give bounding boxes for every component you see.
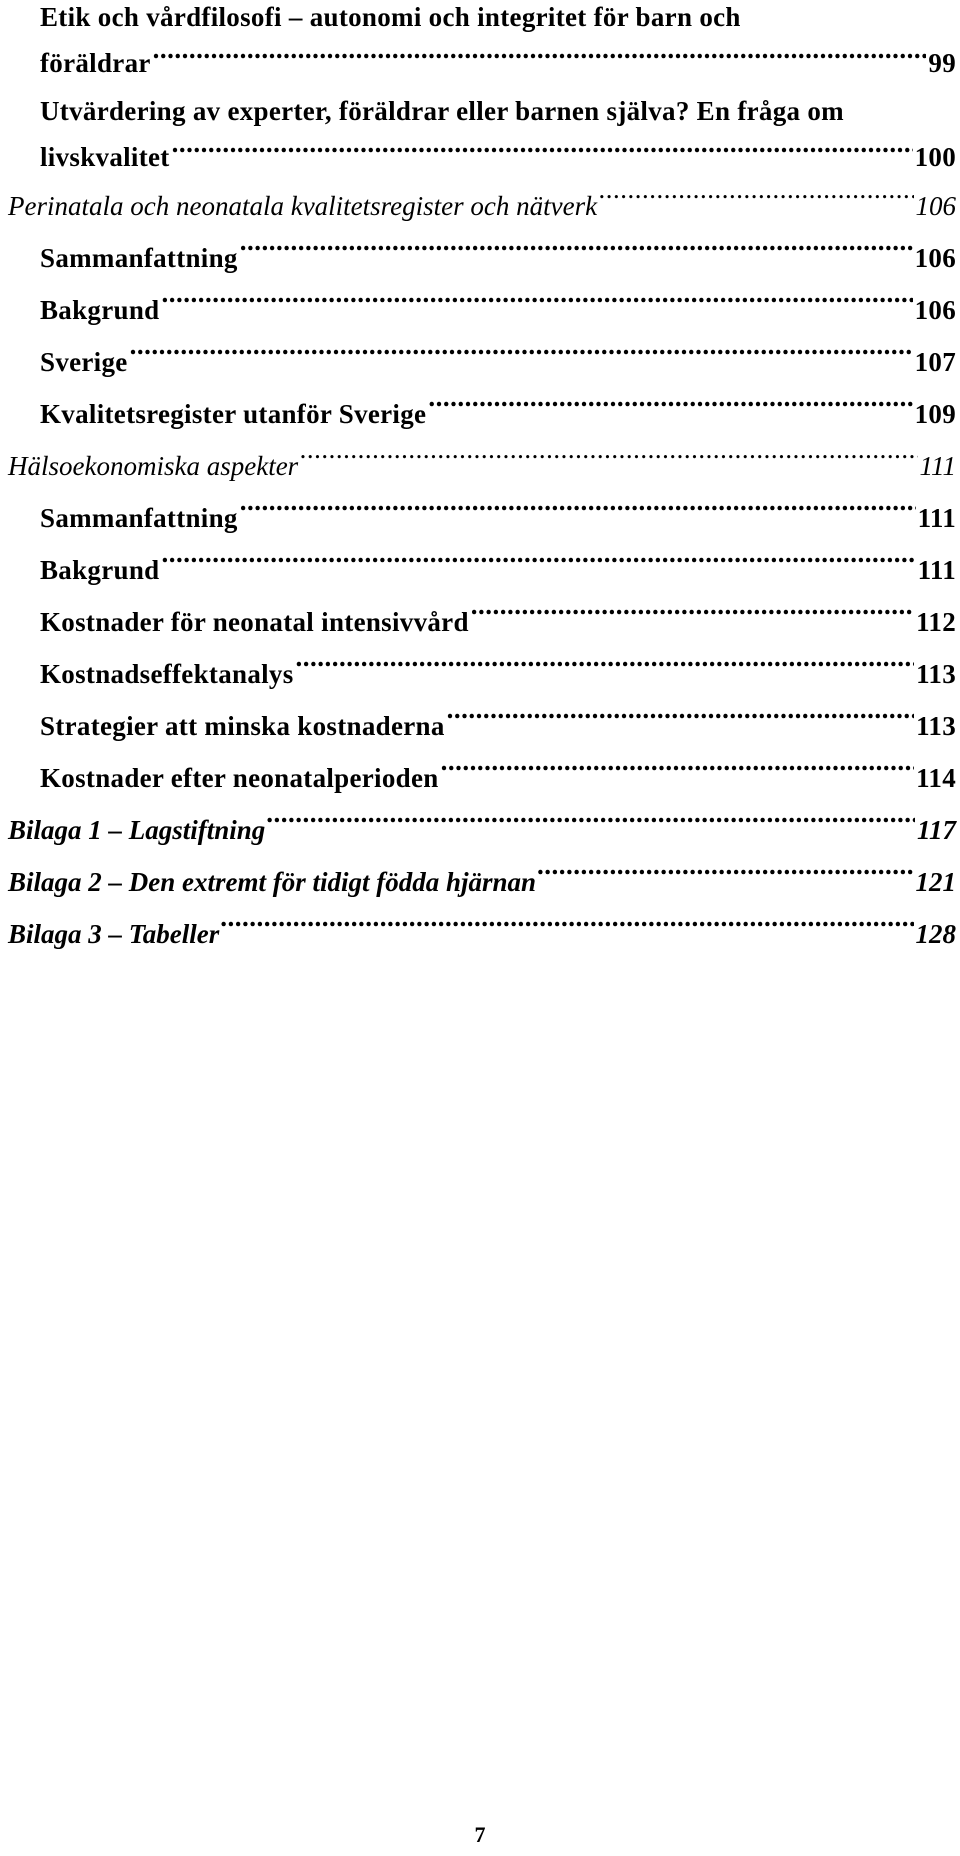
toc-entry-title: Bakgrund [40,295,160,325]
dot-leader [240,500,916,527]
dot-leader [221,916,913,943]
toc-entry-title-cont: föräldrar [40,48,151,78]
toc-entry-title: Bilaga 2 – Den extremt för tidigt födda hjärnan [8,867,537,897]
toc-entry-line [8,180,956,232]
toc-entry-page: 109 [914,399,956,429]
dot-leader [267,812,915,839]
toc-entry-title: Bilaga 1 – Lagstiftning [8,815,266,845]
page-number: 7 [474,1822,486,1847]
toc-entry[interactable] [8,908,956,960]
dot-leader [161,552,915,579]
toc-entry-title: Kvalitetsregister utanför Sverige [40,399,427,429]
toc-entry-line [40,648,956,700]
toc-entry-page: 112 [916,607,956,637]
toc-entry-line [40,40,956,86]
toc-entry-line [40,752,956,804]
toc-entry-page: 106 [914,295,956,325]
dot-leader [538,864,913,891]
toc-entry[interactable] [8,0,956,86]
toc-entry-page: 100 [914,142,956,172]
dot-leader [428,396,912,423]
toc-entry-line [40,388,956,440]
toc-entry-page: 107 [914,347,956,377]
toc-entry-title: Kostnader för neonatal intensivvård [40,607,469,637]
toc-entry[interactable] [8,804,956,856]
toc-entry-line [40,232,956,284]
toc-entry-title: Utvärdering av experter, föräldrar eller barnen själva? En fråga om [40,96,844,126]
toc-entry[interactable] [8,544,956,596]
toc-entry-page: 111 [917,503,956,533]
dot-leader [153,45,927,72]
toc-entry-page: 114 [916,763,956,793]
toc-entry-line [8,908,956,960]
toc-entry[interactable] [8,492,956,544]
toc-entry-title: Kostnadseffektanalys [40,659,294,689]
toc-entry[interactable] [8,648,956,700]
toc-entry-title: Etik och vårdfilosofi – autonomi och integritet för barn och [40,2,741,32]
toc-entry-line [8,856,956,908]
toc-entry-title: Sammanfattning [40,503,238,533]
toc-entry-title: Strategier att minska kostnaderna [40,711,445,741]
toc-entry-title: Hälsoekonomiska aspekter [8,451,299,481]
toc-entry[interactable] [8,752,956,804]
toc-entry[interactable] [8,88,956,180]
toc-entry-title: Sverige [40,347,128,377]
toc-entry-title: Sammanfattning [40,243,238,273]
toc-entry[interactable] [8,336,956,388]
toc-entry-title: Kostnader efter neonatalperioden [40,763,439,793]
dot-leader [300,448,917,475]
toc-entry-line [40,700,956,752]
toc-entry[interactable] [8,284,956,336]
toc-entry-line [40,134,956,180]
dot-leader [240,240,913,267]
dot-leader [441,760,915,787]
toc-entry-line [8,440,956,492]
toc-entry-page: 99 [928,48,956,78]
toc-entry-title-line [40,88,956,134]
toc-entry-title: Bakgrund [40,555,160,585]
toc-entry-page: 111 [919,451,956,481]
dot-leader [471,604,914,631]
toc-entry-line [40,544,956,596]
toc-entry-title: Perinatala och neonatala kvalitetsregister och nätverk [8,191,598,221]
toc-entry[interactable] [8,440,956,492]
toc-entry[interactable] [8,856,956,908]
dot-leader [130,344,913,371]
toc-entry-page: 128 [915,919,956,949]
toc-entry-title: Bilaga 3 – Tabeller [8,919,220,949]
table-of-contents [8,0,956,964]
toc-entry-line [40,492,956,544]
toc-entry-title-line [40,0,956,40]
toc-entry-page: 113 [916,711,956,741]
toc-entry-page: 106 [914,243,956,273]
dot-leader [172,139,913,166]
toc-entry-page: 106 [915,191,956,221]
toc-entry-line [40,596,956,648]
dot-leader [296,656,915,683]
dot-leader [161,292,912,319]
dot-leader [447,708,914,735]
toc-entry-line [8,804,956,856]
toc-entry-page: 113 [916,659,956,689]
toc-entry-title-cont: livskvalitet [40,142,170,172]
toc-entry-page: 121 [915,867,956,897]
toc-entry[interactable] [8,700,956,752]
toc-entry-line [40,336,956,388]
toc-entry[interactable] [8,232,956,284]
toc-entry-line [40,284,956,336]
dot-leader [599,188,913,215]
toc-entry[interactable] [8,388,956,440]
toc-entry[interactable] [8,180,956,232]
toc-entry-page: 117 [916,815,956,845]
toc-entry[interactable] [8,596,956,648]
toc-entry-page: 111 [917,555,956,585]
